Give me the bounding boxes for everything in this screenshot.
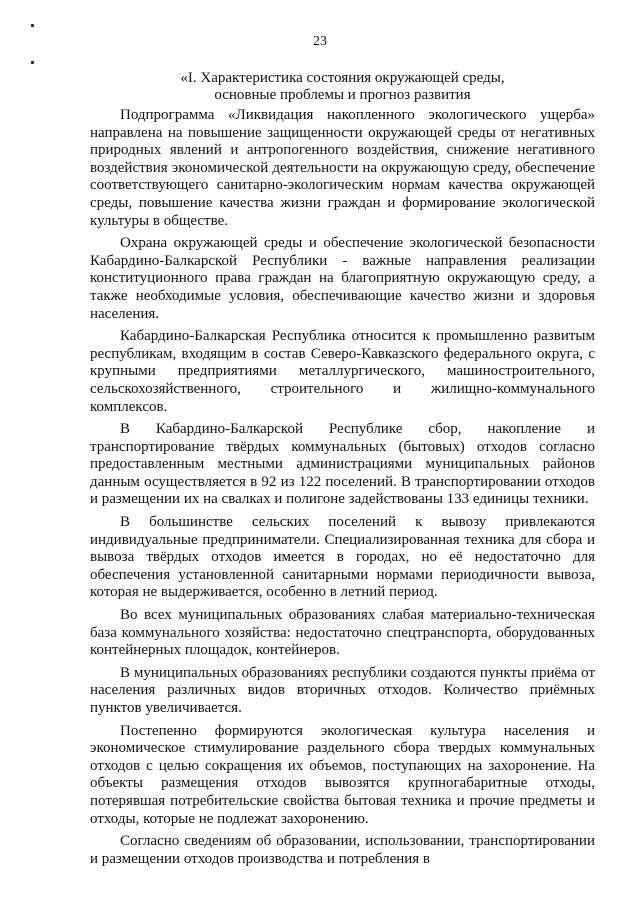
heading-line-1: «I. Характеристика состояния окружающей среды, bbox=[180, 70, 505, 86]
paragraph: Охрана окружающей среды и обеспечение экологической безопасности Кабардино-Балкарской Республики - важные направления реализации конституционного права граждан на благоприятную окружающую среду, а также необходимые условия, обеспечивающие качество жизни и здоровья населения. bbox=[90, 235, 595, 322]
section-heading bbox=[90, 70, 595, 104]
paragraph: Во всех муниципальных образованиях слабая материально-техническая база коммунального хозяйства: недостаточно спецтранспорта, оборудованных контейнерных площадок, контейнеров. bbox=[90, 607, 595, 659]
margin-dot bbox=[31, 24, 34, 27]
margin-dot bbox=[31, 61, 34, 64]
paragraph: В большинстве сельских поселений к вывозу привлекаются индивидуальные предприниматели. Специализированная техника для сбора и вывоза твёрдых отходов имеется в городах, но её недостаточно для обеспечения установленной санитарными нормами периодичности вывоза, которая не выдерживается, особенно в летний период. bbox=[90, 514, 595, 601]
paragraph: Подпрограмма «Ликвидация накопленного экологического ущерба» направлена на повышение защищенности окружающей среды от негативных природных явлений и антропогенного воздействия, снижение негативного воздействия экономической деятельности на окружающую среду, обеспечение соответствующего санитарно-экологическим нормам качества окружающей среды, повышение качества жизни граждан и формирование экологической культуры в обществе. bbox=[90, 107, 595, 229]
paragraph: Кабардино-Балкарская Республика относится к промышленно развитым республикам, входящим в состав Северо-Кавказского федерального округа, с крупными предприятиями металлургического, машиностроительного, сельскохозяйственного, строительного и жилищно-коммунального комплексов. bbox=[90, 328, 595, 415]
paragraph: В муниципальных образованиях республики создаются пункты приёма от населения различных видов вторичных отходов. Количество приёмных пунктов увеличивается. bbox=[90, 664, 595, 716]
paragraph: В Кабардино-Балкарской Республике сбор, накопление и транспортирование твёрдых коммунальных (бытовых) отходов согласно предоставленным местными администрациями муниципальных районов данным осуществляется в 92 из 122 поселений. В транспортировании отходов и размещении их на свалках и полигоне задействованы 133 единицы техники. bbox=[90, 421, 595, 508]
page-number: 23 bbox=[313, 34, 327, 49]
paragraph: Согласно сведениям об образовании, использовании, транспортировании и размещении отходов производства и потребления в bbox=[90, 833, 595, 867]
body-text bbox=[90, 107, 595, 868]
heading-line-2: основные проблемы и прогноз развития bbox=[214, 87, 471, 103]
paragraph: Постепенно формируются экологическая культура населения и экономическое стимулирование раздельного сбора твердых коммунальных отходов с целью сокращения их объемов, поступающих на захоронение. На объекты размещения отходов вывозятся крупногабаритные отходы, потерявшая потребительские свойства бытовая техника и прочие предметы и отходы, которые не подлежат захоронению. bbox=[90, 722, 595, 827]
